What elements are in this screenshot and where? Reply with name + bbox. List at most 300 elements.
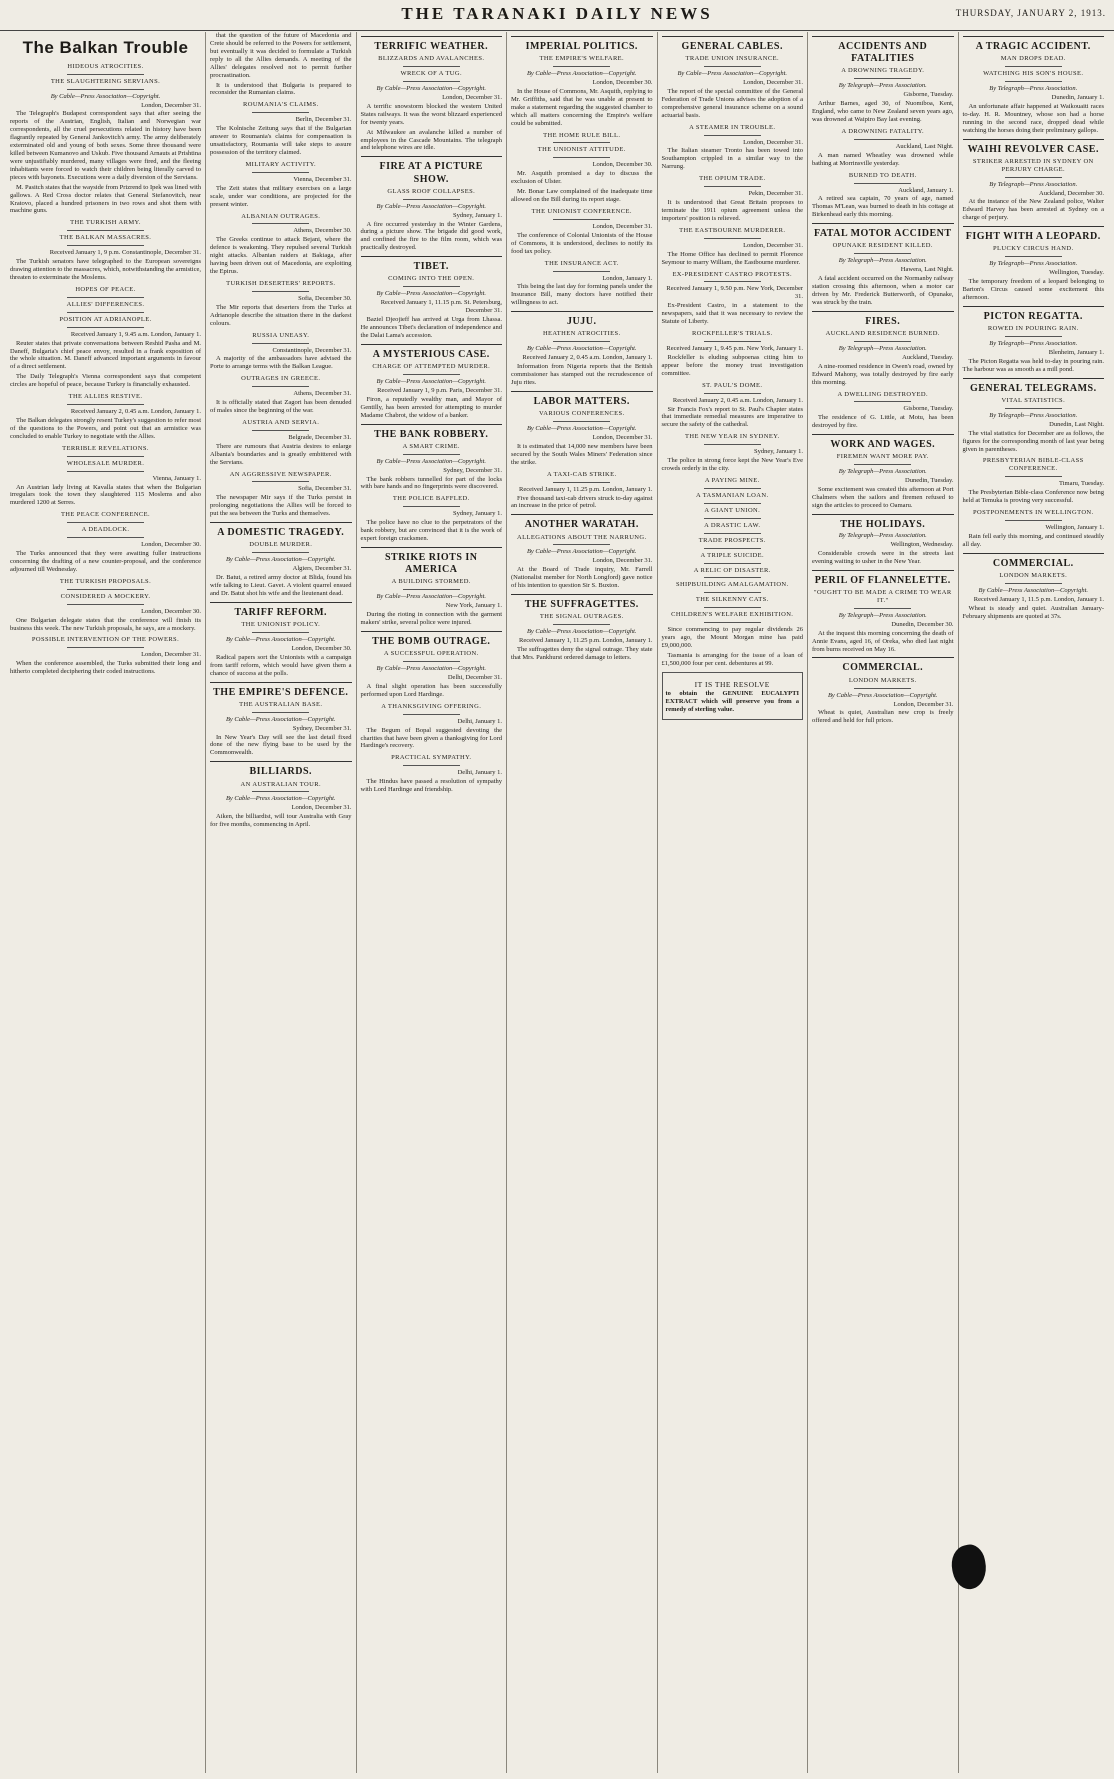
article <box>662 382 804 430</box>
dateline: Received January 1, 9.45 p.m. New York, January 1. <box>666 345 804 352</box>
dateline: Athens, December 31. <box>293 390 352 398</box>
article-headline: TERRIFIC WEATHER. <box>374 41 489 52</box>
divider <box>553 142 610 143</box>
article <box>10 511 201 574</box>
byline: By Cable—Press Association—Copyright. <box>376 85 487 93</box>
divider <box>210 682 352 683</box>
article-paragraph: In New Year's Day will see the last detail fixed done of the new flying base to be used by the Commonwealth. <box>210 733 352 757</box>
article-subheading: A RELIC OF DISASTER. <box>693 566 771 574</box>
byline: By Telegraph—Press Association. <box>838 82 927 90</box>
article-paragraph: Rockfeller is eluding subpoenas citing him to appear before the money trust investigation committee. <box>661 353 804 377</box>
article <box>10 636 201 676</box>
divider <box>403 714 460 715</box>
dateline: Vienna, December 31. <box>293 175 352 183</box>
article-headline: FATAL MOTOR ACCIDENT <box>813 228 952 240</box>
divider <box>511 36 653 37</box>
article-subheading: A PAYING MINE. <box>704 476 760 484</box>
column-1 <box>6 32 206 1773</box>
dateline: London, December 30. <box>141 541 202 549</box>
divider <box>67 404 143 405</box>
article <box>361 256 503 340</box>
masthead <box>0 0 1114 31</box>
article-subheading: A SUCCESSFUL OPERATION. <box>383 650 479 658</box>
divider <box>704 444 761 445</box>
article <box>963 457 1105 505</box>
divider <box>67 604 143 605</box>
article <box>812 128 954 168</box>
divider <box>67 297 143 298</box>
divider <box>812 36 954 37</box>
divider <box>704 488 761 489</box>
article-paragraph: At Milwaukee an avalanche killed a number of employees in the Cascade Mountains. The telegraph and telephone wires are idle. <box>360 128 503 152</box>
divider <box>963 378 1105 379</box>
article-paragraph: During the rioting in connection with the garment makers' strike, several police were injured. <box>360 611 503 627</box>
article-paragraph: A final slight operation has been successfully performed upon Lord Hardinge. <box>360 682 503 698</box>
divider <box>553 271 610 272</box>
byline: By Cable—Press Association—Copyright. <box>526 628 637 636</box>
divider <box>1005 256 1062 257</box>
article-paragraph: The conference of Colonial Unionists of the House of Commons, it is understood, declines to notify its food tax policy. <box>511 231 653 255</box>
article-subheading: THE SIGNAL OUTRAGES. <box>539 613 624 621</box>
byline: By Cable—Press Association—Copyright. <box>677 70 788 78</box>
article-paragraph: Wheat is steady and quiet. Australian January-February shipments are quoted at 37s. <box>962 604 1105 620</box>
article-subheading: THE SLAUGHTERING SERVIANS. <box>50 77 161 85</box>
advertisement-title: IT IS THE RESOLVE <box>694 679 770 689</box>
divider <box>963 306 1105 307</box>
article-subheading: ALBANIAN OUTRAGES. <box>241 212 321 220</box>
dateline: Algiers, December 31. <box>292 565 352 573</box>
article-paragraph: Dr. Batut, a retired army doctor at Blida, found his wife talking to Lieut. Gavet. A violent quarrel ensued and Dr. Batut shot his wife and the lieutenant dead. <box>210 574 352 597</box>
divider <box>854 341 911 342</box>
divider <box>252 223 309 224</box>
article-subheading: RUSSIA UNEASY. <box>252 331 310 339</box>
article-subheading: PLUCKY CIRCUS HAND. <box>993 245 1074 253</box>
article-paragraph: The Balkan delegates strongly resent Turkey's suggestion to refer most of the questions to the Powers, and point out that an armistice was concluded to enable Turkey to negotiate with the Allies. <box>10 417 202 440</box>
divider <box>553 421 610 422</box>
article-headline: WAIHI REVOLVER CASE. <box>967 143 1099 155</box>
divider <box>252 386 309 387</box>
dateline: London, January 1. <box>602 274 653 282</box>
divider <box>704 607 761 608</box>
divider <box>361 344 503 345</box>
divider <box>1005 336 1062 337</box>
divider <box>812 657 954 658</box>
divider <box>854 688 911 689</box>
divider <box>704 66 761 67</box>
byline: By Telegraph—Press Association. <box>989 411 1078 419</box>
article <box>963 509 1105 549</box>
divider <box>1005 520 1062 521</box>
divider <box>854 139 911 140</box>
article <box>963 378 1105 454</box>
dateline: London, December 31. <box>442 93 503 101</box>
divider <box>812 570 954 571</box>
article <box>812 570 954 654</box>
article <box>662 433 804 473</box>
byline: By Cable—Press Association—Copyright. <box>526 345 637 353</box>
article-subheading: A TRIPLE SUICIDE. <box>700 551 765 559</box>
article-subheading: THE UNIONIST CONFERENCE. <box>531 208 632 216</box>
article <box>511 36 653 128</box>
divider <box>252 632 309 633</box>
article-subheading: CHARGE OF ATTEMPTED MURDER. <box>372 363 491 371</box>
article-paragraph: Considerable crowds were in the streets last evening waiting to usher in the New Year. <box>812 550 954 565</box>
article-headline: THE SUFFRAGETTES. <box>524 599 639 611</box>
article-paragraph: It is understood that Great Britain proposes to terminate the 1911 opium agreement unless the importers' position is relieved. <box>661 199 804 222</box>
dateline: Received January 1, 9.45 a.m. London, January 1. <box>70 330 202 338</box>
byline: By Telegraph—Press Association. <box>838 611 927 619</box>
article-subheading: TRADE UNION INSURANCE. <box>685 55 779 63</box>
article-subheading: THE HOME RULE BILL. <box>543 131 621 139</box>
divider <box>67 456 143 457</box>
article-subheading: A DROWNING FATALITY. <box>841 127 925 135</box>
dateline: London, December 30. <box>291 644 352 652</box>
article-paragraph: Reuter states that private conversations between Reshid Pasha and M. Daneff, Bulgaria's chief peace envoy, resulted in a frank exposition of the whole situation. M. Daneff advanced important arguments in favour of a direct settlement. <box>10 339 202 371</box>
divider <box>704 135 761 136</box>
divider <box>67 522 143 523</box>
article <box>210 213 352 276</box>
article <box>662 36 804 120</box>
divider <box>252 791 309 792</box>
article-subheading: OUTRAGES IN GREECE. <box>241 375 321 383</box>
article-subheading: THE UNIONIST ATTITUDE. <box>537 146 626 154</box>
dateline: Wellington, Tuesday. <box>1049 269 1105 277</box>
article-paragraph: The Presbyterian Bible-class Conference now being held at Temuka is proving very successful. <box>962 489 1105 505</box>
article-subheading: SHIPBUILDING AMALGAMATION. <box>675 581 789 589</box>
article <box>511 594 653 662</box>
dateline: Hawera, Last Night. <box>900 266 954 274</box>
article-subheading: A SMART CRIME. <box>402 442 460 450</box>
article-paragraph: The Kolnische Zeitung says that if the Bulgarian answer to Roumania's claims for compensation is unsatisfactory, Roumania will take steps to assure possession of the territory claimed. <box>210 125 352 156</box>
article <box>10 578 201 633</box>
dateline: London, December 31. <box>291 804 352 812</box>
dateline: Delhi, January 1. <box>457 769 503 777</box>
article <box>210 375 352 415</box>
article-subheading: THE UNIONIST POLICY. <box>241 621 321 629</box>
article-subheading: THE OPIUM TRADE. <box>699 175 766 183</box>
article-headline: THE BANK ROBBERY. <box>374 428 489 440</box>
article-headline: GENERAL TELEGRAMS. <box>969 382 1097 394</box>
article-paragraph: The Turks announced that they were awaiting fuller instructions concerning the drafting of a new counter-proposal, and the conference adjourned till Wednesday. <box>10 550 202 573</box>
article <box>662 477 804 668</box>
article-headline: A MYSTERIOUS CASE. <box>372 348 490 360</box>
article-subheading: COMING INTO THE OPEN. <box>388 275 475 283</box>
dateline: Vienna, January 1. <box>152 474 202 482</box>
article-paragraph: Baziel Djeojieff has arrived at Urga from Lhassa. He announces Tibet's declaration of independence and the Dalai Lama's accession. <box>360 316 503 339</box>
article-paragraph: Arthur Barnes, aged 30, of Nuomiboa, Kent, England, who came to New Zealand seven years ago, was drowned at Waipiro Bay last evening. <box>812 100 954 123</box>
article-headline: THE EMPIRE'S DEFENCE. <box>213 686 349 698</box>
article-subheading: THE INSURANCE ACT. <box>544 259 619 267</box>
article <box>812 514 954 566</box>
divider <box>67 471 143 472</box>
article <box>662 330 804 378</box>
article-paragraph: It is estimated that 14,000 new members have been secured by the South Wales Miners' Federation since the strike. <box>511 442 653 466</box>
dateline: London, December 30. <box>592 161 653 169</box>
dateline: Received January 1, 9 p.m. Paris, December 31. <box>377 386 503 394</box>
dateline: Received January 2, 0.45 a.m. London, January 1. <box>70 408 202 416</box>
article-subheading: BURNED TO DEATH. <box>848 171 917 179</box>
article-paragraph: Firon, a reputedly wealthy man, and Mayor of Gentilly, has been arrested for attempting to murder Madame Chabrot, the widow of a banker. <box>360 395 503 419</box>
article <box>361 495 503 543</box>
article-headline: A TRAGIC ACCIDENT. <box>975 41 1091 52</box>
article-paragraph: Ex-President Castro, in a statement to the newspapers, said that it was necessary to review the Statute of Liberty. <box>661 302 804 326</box>
article-subheading: THE SILKENNY CATS. <box>695 596 769 604</box>
article <box>10 393 201 441</box>
article-paragraph: Aiken, the billiardist, will tour Australia with Gray for five months, commencing in April. <box>210 813 352 829</box>
article-paragraph: The Telegraph's Budapest correspondent says that after seeing the reports of the Austrian, English, Italian and Norwegian war correspondents, all the cruel persecutions related in history have been flagrantly repeated by General Jankovitch's army. The army deliberately exterminated old and young of both sexes. Some three thousand were killed between Kumanovo and Uskub. Five thousand Arnauts at Prishtina were unjustifiably murdered, many villages were fired, and the fleeing inhabitants were forced to watch their children being literally carved to pieces with bayonets. Executions were a daily diversion of the Servians. <box>10 110 202 181</box>
divider <box>854 608 911 609</box>
article <box>210 419 352 467</box>
article-subheading: CHILDREN'S WELFARE EXHIBITION. <box>671 611 794 619</box>
divider <box>403 589 460 590</box>
dateline: London, December 30. <box>592 79 653 87</box>
divider <box>854 464 911 465</box>
divider <box>67 647 143 648</box>
divider <box>252 343 309 344</box>
dateline: London, December 31. <box>141 651 202 659</box>
dateline: Received January 1, 9.50 p.m. New York, December 31. <box>666 285 804 301</box>
article-subheading: A DEADLOCK. <box>81 526 130 534</box>
divider <box>361 256 503 257</box>
article-subheading: TRADE PROSPECTS. <box>698 536 766 544</box>
article <box>210 280 352 328</box>
article-subheading: BLIZZARDS AND AVALANCHES. <box>378 55 485 63</box>
article-subheading: STRIKER ARRESTED IN SYDNEY ON PERJURY CHARGE. <box>972 157 1094 173</box>
divider <box>704 622 761 623</box>
dateline: London, December 31. <box>743 241 804 249</box>
divider <box>67 537 143 538</box>
article-headline: THE HOLIDAYS. <box>840 518 926 530</box>
article <box>210 32 352 97</box>
article-subheading: A DROWNING TRAGEDY. <box>841 67 925 75</box>
article <box>963 226 1105 302</box>
article <box>511 208 653 256</box>
column-6 <box>808 32 959 1773</box>
divider <box>403 454 460 455</box>
article <box>963 306 1105 374</box>
article-paragraph: The Daily Telegraph's Vienna correspondent says that competent circles are hopeful of peace, because Turkey is financially exhausted. <box>10 373 202 389</box>
article-subheading: WRECK OF A TUG. <box>400 70 463 78</box>
column-5 <box>658 32 809 1773</box>
dateline: Received January 1, 11.5 p.m. London, January 1. <box>973 595 1105 603</box>
article <box>361 344 503 420</box>
article-subheading: AUCKLAND RESIDENCE BURNED. <box>825 330 940 338</box>
article-paragraph: Radical papers sort the Unionists with a campaign from tariff reform, which would have given them a chance of success at the polls. <box>210 653 352 677</box>
divider <box>704 563 761 564</box>
byline: By Telegraph—Press Association. <box>989 180 1078 188</box>
article-headline: WORK AND WAGES. <box>830 439 936 451</box>
divider <box>252 291 309 292</box>
dateline: Sydney, December 31. <box>292 724 352 732</box>
dateline: Sofia, December 30. <box>298 294 352 302</box>
article-paragraph: It is officially stated that Zagori has been denuded of males since the beginning of the war. <box>210 399 352 415</box>
article-subheading: GLASS ROOF COLLAPSES. <box>387 187 476 195</box>
article <box>10 219 201 282</box>
article-subheading: A DRASTIC LAW. <box>704 521 761 529</box>
article-paragraph: Information from Nigeria reports that the British commissioner has stamped out the recrudescence of Juju rites. <box>511 363 653 387</box>
article-subheading: POSSIBLE INTERVENTION OF THE POWERS. <box>31 636 180 644</box>
article-subheading: POSTPONEMENTS IN WELLINGTON. <box>972 509 1094 517</box>
article-subheading: WHOLESALE MURDER. <box>66 459 145 467</box>
dateline: Received January 2, 0.45 a.m. London, January 1. <box>672 396 804 404</box>
dateline: Received January 2, 0.45 a.m. London, January 1. <box>522 354 653 362</box>
article-paragraph: The report of the special committee of the General Federation of Trade Unions advises the adoption of a comprehensive general insurance scheme on a sound actuarial basis. <box>661 87 804 119</box>
article-paragraph: Since commencing to pay regular dividends 26 years ago, the Mount Morgan mine has paid £9,000,000. <box>661 626 804 650</box>
article <box>10 445 201 508</box>
divider <box>553 624 610 625</box>
article-subheading: AN AUSTRALIAN TOUR. <box>240 780 322 788</box>
divider <box>704 503 761 504</box>
divider <box>1005 408 1062 409</box>
article <box>210 332 352 372</box>
article-paragraph: Tasmania is arranging for the issue of a loan of £1,500,000 four per cent. debentures at 99. <box>661 651 804 667</box>
divider <box>1005 177 1062 178</box>
divider <box>252 552 309 553</box>
divider <box>704 577 761 578</box>
divider <box>67 245 143 246</box>
article-subheading: A GIANT UNION. <box>704 506 761 514</box>
article-paragraph: The suffragettes deny the signal outrage. They state that Mrs. Pankhurst ordered damage to letters. <box>511 646 653 661</box>
article <box>812 434 954 510</box>
article-subheading: A THANKSGIVING OFFERING. <box>381 702 482 710</box>
article-paragraph: Mr. Bonar Law complained of the inadequate time allowed on the Bill during its report stage. <box>511 188 653 204</box>
article-subheading: ALLEGATIONS ABOUT THE NARRUNG. <box>517 533 647 541</box>
byline: By Cable—Press Association—Copyright. <box>376 290 487 298</box>
divider <box>854 78 911 79</box>
dateline: London, December 31. <box>141 101 202 109</box>
byline: By Cable—Press Association—Copyright. <box>526 70 637 78</box>
article-paragraph: The police in strong force kept the New Year's Eve crowds orderly in the city. <box>661 457 804 473</box>
article-paragraph: Wheat is quiet, Australian new crop is freely offered and held for full prices. <box>812 709 954 725</box>
byline: By Cable—Press Association—Copyright. <box>50 92 161 100</box>
divider <box>812 223 954 224</box>
article-subheading: LONDON MARKETS. <box>999 571 1068 579</box>
byline: By Cable—Press Association—Copyright. <box>225 715 336 723</box>
dateline: Dunedin, January 1. <box>1051 93 1105 101</box>
article-headline: COMMERCIAL. <box>842 662 924 674</box>
article-paragraph: The police have no clue to the perpetrators of the bank robbery, but are convinced that it is the work of expert foreign cracksmen. <box>360 519 503 543</box>
article <box>210 161 352 209</box>
article-paragraph: The Hindus have passed a resolution of sympathy with Lord Hardinge and friendship. <box>360 778 503 794</box>
divider <box>67 230 143 231</box>
article-paragraph: At the instance of the New Zealand police, Walter Edward Harvey has been arrested at Sydney on a charge of perjury. <box>962 198 1105 222</box>
dateline: Received January 1, 11.25 p.m. London, January 1. <box>518 637 653 645</box>
divider <box>252 430 309 431</box>
article <box>812 657 954 725</box>
column-3 <box>357 32 508 1773</box>
divider <box>403 81 460 82</box>
divider <box>511 514 653 515</box>
dateline: Sydney, December 31. <box>443 466 503 474</box>
dateline: Dunedin, December 30. <box>891 620 954 628</box>
article <box>812 36 954 124</box>
article-paragraph: At the inquest this morning concerning the death of Annie Evans, aged 16, of Oreka, who died last night from burns received on May 16. <box>812 629 954 653</box>
article-subheading: HIDEOUS ATROCITIES. <box>67 62 144 70</box>
divider <box>553 482 610 483</box>
article-subheading: HOPES OF PEACE. <box>75 285 136 293</box>
article-paragraph: The Begum of Bopal suggested devoting the charities that have been given a thanksgiving for Lord Hardinge's recovery. <box>360 726 503 750</box>
byline: By Cable—Press Association—Copyright. <box>376 665 487 673</box>
newspaper-title: THE TARANAKI DAILY NEWS <box>401 4 713 23</box>
divider <box>252 481 309 482</box>
divider <box>1005 476 1062 477</box>
article <box>361 547 503 627</box>
article-paragraph: The Turkish senators have telegraphed to the European sovereigns drawing attention to the massacres, which, notwithstanding the armistice, threaten to exterminate the Moslems. <box>10 258 202 282</box>
article-subheading: MILITARY ACTIVITY. <box>245 160 317 168</box>
divider <box>704 186 761 187</box>
divider <box>361 156 503 157</box>
divider <box>252 112 309 113</box>
byline: By Cable—Press Association—Copyright. <box>225 556 336 564</box>
article <box>511 391 653 467</box>
article-subheading: AN AGGRESSIVE NEWSPAPER. <box>229 470 332 478</box>
article-headline: JUJU. <box>567 316 597 328</box>
divider <box>854 401 911 402</box>
divider <box>553 544 610 545</box>
article-subheading: THE BALKAN MASSACRES. <box>59 234 152 242</box>
section-title: The Balkan Trouble <box>22 38 189 57</box>
article <box>812 172 954 220</box>
article-subheading: THE TURKISH PROPOSALS. <box>59 577 152 585</box>
article-subheading: A STEAMER IN TROUBLE. <box>689 123 776 131</box>
article <box>511 471 653 511</box>
article <box>361 424 503 492</box>
article-subheading: THE EMPIRE'S WELFARE. <box>539 55 625 63</box>
article <box>10 286 201 389</box>
dateline: Sofia, December 31. <box>298 485 352 493</box>
dateline: Delhi, December 31. <box>447 674 503 682</box>
divider <box>704 341 761 342</box>
issue-date: THURSDAY, JANUARY 2, 1913. <box>955 8 1106 18</box>
dateline: Wellington, January 1. <box>1045 523 1105 531</box>
article-headline: COMMERCIAL. <box>992 557 1074 569</box>
article-subheading: PRESBYTERIAN BIBLE-CLASS CONFERENCE. <box>982 457 1084 473</box>
divider <box>704 592 761 593</box>
dateline: London, December 30. <box>141 607 202 615</box>
divider <box>403 765 460 766</box>
article-subheading: HEATHEN ATROCITIES. <box>542 330 621 338</box>
article-headline: THE BOMB OUTRAGE. <box>372 635 491 647</box>
article <box>963 553 1105 621</box>
byline: By Telegraph—Press Association. <box>989 340 1078 348</box>
article <box>210 602 352 678</box>
byline: By Cable—Press Association—Copyright. <box>978 586 1089 594</box>
divider <box>511 311 653 312</box>
article-paragraph: When the conference assembled, the Turks submitted their long and hitherto completed deciphering their coded instructions. <box>10 660 202 676</box>
article-headline: ACCIDENTS AND FATALITIES <box>838 41 928 65</box>
article-paragraph: One Bulgarian delegate states that the conference will finish its business this week. The new Turkish proposals, he says, are a mockery. <box>10 616 202 632</box>
article-subheading: FIREMEN WANT MORE PAY. <box>836 453 929 461</box>
dateline: Auckland, January 1. <box>898 186 954 194</box>
byline: By Telegraph—Press Association. <box>838 532 927 540</box>
divider <box>210 761 352 762</box>
dateline: Sydney, January 1. <box>452 510 503 518</box>
divider <box>1005 66 1062 67</box>
article-subheading: ALLIES' DIFFERENCES. <box>66 300 145 308</box>
article-paragraph: At the Board of Trade inquiry, Mr. Farrell (Nationalist member for North Longford) gave notice of his intention to question Sir S. Buxton. <box>511 566 653 590</box>
article <box>361 156 503 252</box>
article-subheading: EX-PRESIDENT CASTRO PROTESTS. <box>672 270 793 278</box>
article-subheading: THE NEW YEAR IN SYDNEY. <box>685 433 780 441</box>
dateline: Athens, December 30. <box>293 227 352 235</box>
divider <box>403 66 460 67</box>
article-headline: GENERAL CABLES. <box>681 41 783 52</box>
byline: By Telegraph—Press Association. <box>838 468 927 476</box>
article-headline: FIGHT WITH A LEOPARD. <box>965 231 1101 243</box>
article-paragraph: The Picton Regatta was held to-day in pouring rain. The harbour was as smooth as a mill pond. <box>962 357 1105 373</box>
article-paragraph: It is understood that Bulgaria is prepared to reconsider the Rumanian claims. <box>210 81 352 97</box>
article-paragraph: An Austrian lady living at Kavalla states that when the Bulgarian irregulars took the town they slaughtered 115 Moslems and also murdered 1200 at Serres. <box>10 483 202 507</box>
